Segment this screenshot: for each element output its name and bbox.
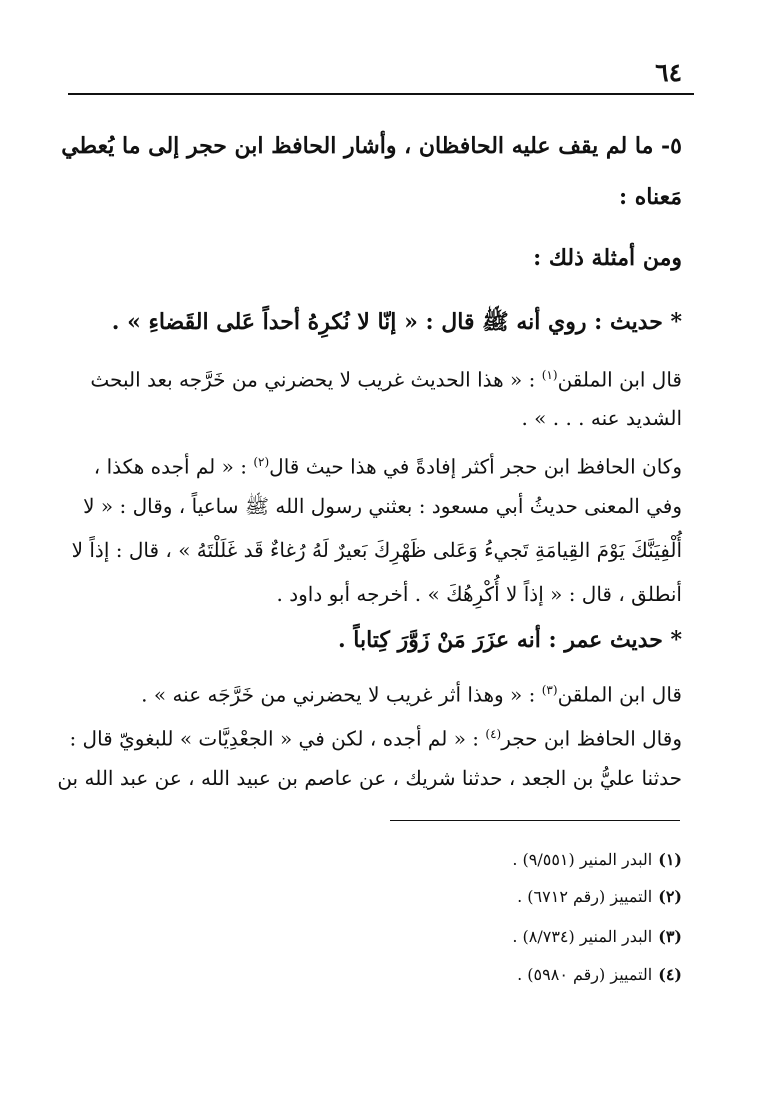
footnote-text: التمييز (رقم ٥٩٨٠) . xyxy=(517,965,653,984)
text-line-10: أنطلق ، قال : « إذاً لا أُكْرِهُكَ » . أخرجه أبو داود . xyxy=(276,582,682,606)
text-line-14: حدثنا عليُّ بن الجعد ، حدثنا شريك ، عن عاصم بن عبيد الله ، عن عبد الله بن xyxy=(57,766,682,790)
footnote-2 xyxy=(200,882,682,912)
footnote-text: البدر المنير (٨/٧٣٤) . xyxy=(512,927,653,946)
line-13-end: : « لم أجده ، لكن في « الجعْدِيَّات » للبغويّ قال : xyxy=(69,726,486,751)
line-7-end: : « لم أجده هكذا ، xyxy=(93,454,254,479)
text-line-6: الشديد عنه . . . » . xyxy=(521,406,682,430)
footnote-number: (٢) xyxy=(658,887,682,906)
text-line-9: أُلْفِيَنَّكَ يَوْمَ القِيامَةِ تَجيءُ وَعَلى ظَهْرِكَ بَعيرٌ لَهُ رُغاءٌ قَد غَلَلْتَهُ » ، قال : إذاً لا xyxy=(71,538,682,562)
footnote-ref-2: (٢) xyxy=(253,455,270,469)
footnote-ref-4: (٤) xyxy=(485,727,502,741)
footnote-text: البدر المنير (٩/٥٥١) . xyxy=(512,850,653,869)
line-13-start: وقال الحافظ ابن حجر xyxy=(501,726,682,751)
text-line-7 xyxy=(72,440,682,489)
footnote-number: (٣) xyxy=(658,927,682,946)
footnote-number: (١) xyxy=(658,850,682,869)
footnote-ref-1: (١) xyxy=(541,368,558,382)
line-5-end: : « هذا الحديث غريب لا يحضرني من خَرَّجه بعد البحث xyxy=(90,367,542,392)
footnote-3 xyxy=(200,922,682,952)
text-line-4: * حديث : روي أنه ﷺ قال : « إنّا لا نُكرِهُ أحداً عَلى القَضاءِ » . xyxy=(111,309,682,335)
text-line-12 xyxy=(72,668,682,717)
footnote-number: (٤) xyxy=(658,965,682,984)
text-line-13 xyxy=(69,712,682,761)
line-12-end: : « وهذا أثر غريب لا يحضرني من خَرَّجَه عنه » . xyxy=(141,682,542,707)
text-line-1: ٥- ما لم يقف عليه الحافظان ، وأشار الحافظ ابن حجر إلى ما يُعطي xyxy=(61,133,682,159)
page-number: ٦٤ xyxy=(655,58,682,87)
footnote-4 xyxy=(200,960,682,990)
footnote-rule xyxy=(390,820,680,821)
line-7-start: وكان الحافظ ابن حجر أكثر إفادةً في هذا حيث قال xyxy=(269,454,682,479)
text-line-5 xyxy=(72,353,682,402)
text-line-11: * حديث عمر : أنه عزَرَ مَنْ زَوَّرَ كِتاباً . xyxy=(337,627,682,653)
footnote-1 xyxy=(200,845,682,875)
text-line-3: ومن أمثلة ذلك : xyxy=(533,245,682,271)
footnote-text: التمييز (رقم ٦٧١٢) . xyxy=(517,887,653,906)
text-line-8: وفي المعنى حديثُ أبي مسعود : بعثني رسول الله ﷺ ساعياً ، وقال : « لا xyxy=(83,494,682,518)
footnote-ref-3: (٣) xyxy=(541,683,558,697)
line-5-start: قال ابن الملقن xyxy=(557,367,682,392)
text-line-2: مَعناه : xyxy=(618,184,682,210)
header-rule xyxy=(68,93,694,95)
line-12-start: قال ابن الملقن xyxy=(557,682,682,707)
